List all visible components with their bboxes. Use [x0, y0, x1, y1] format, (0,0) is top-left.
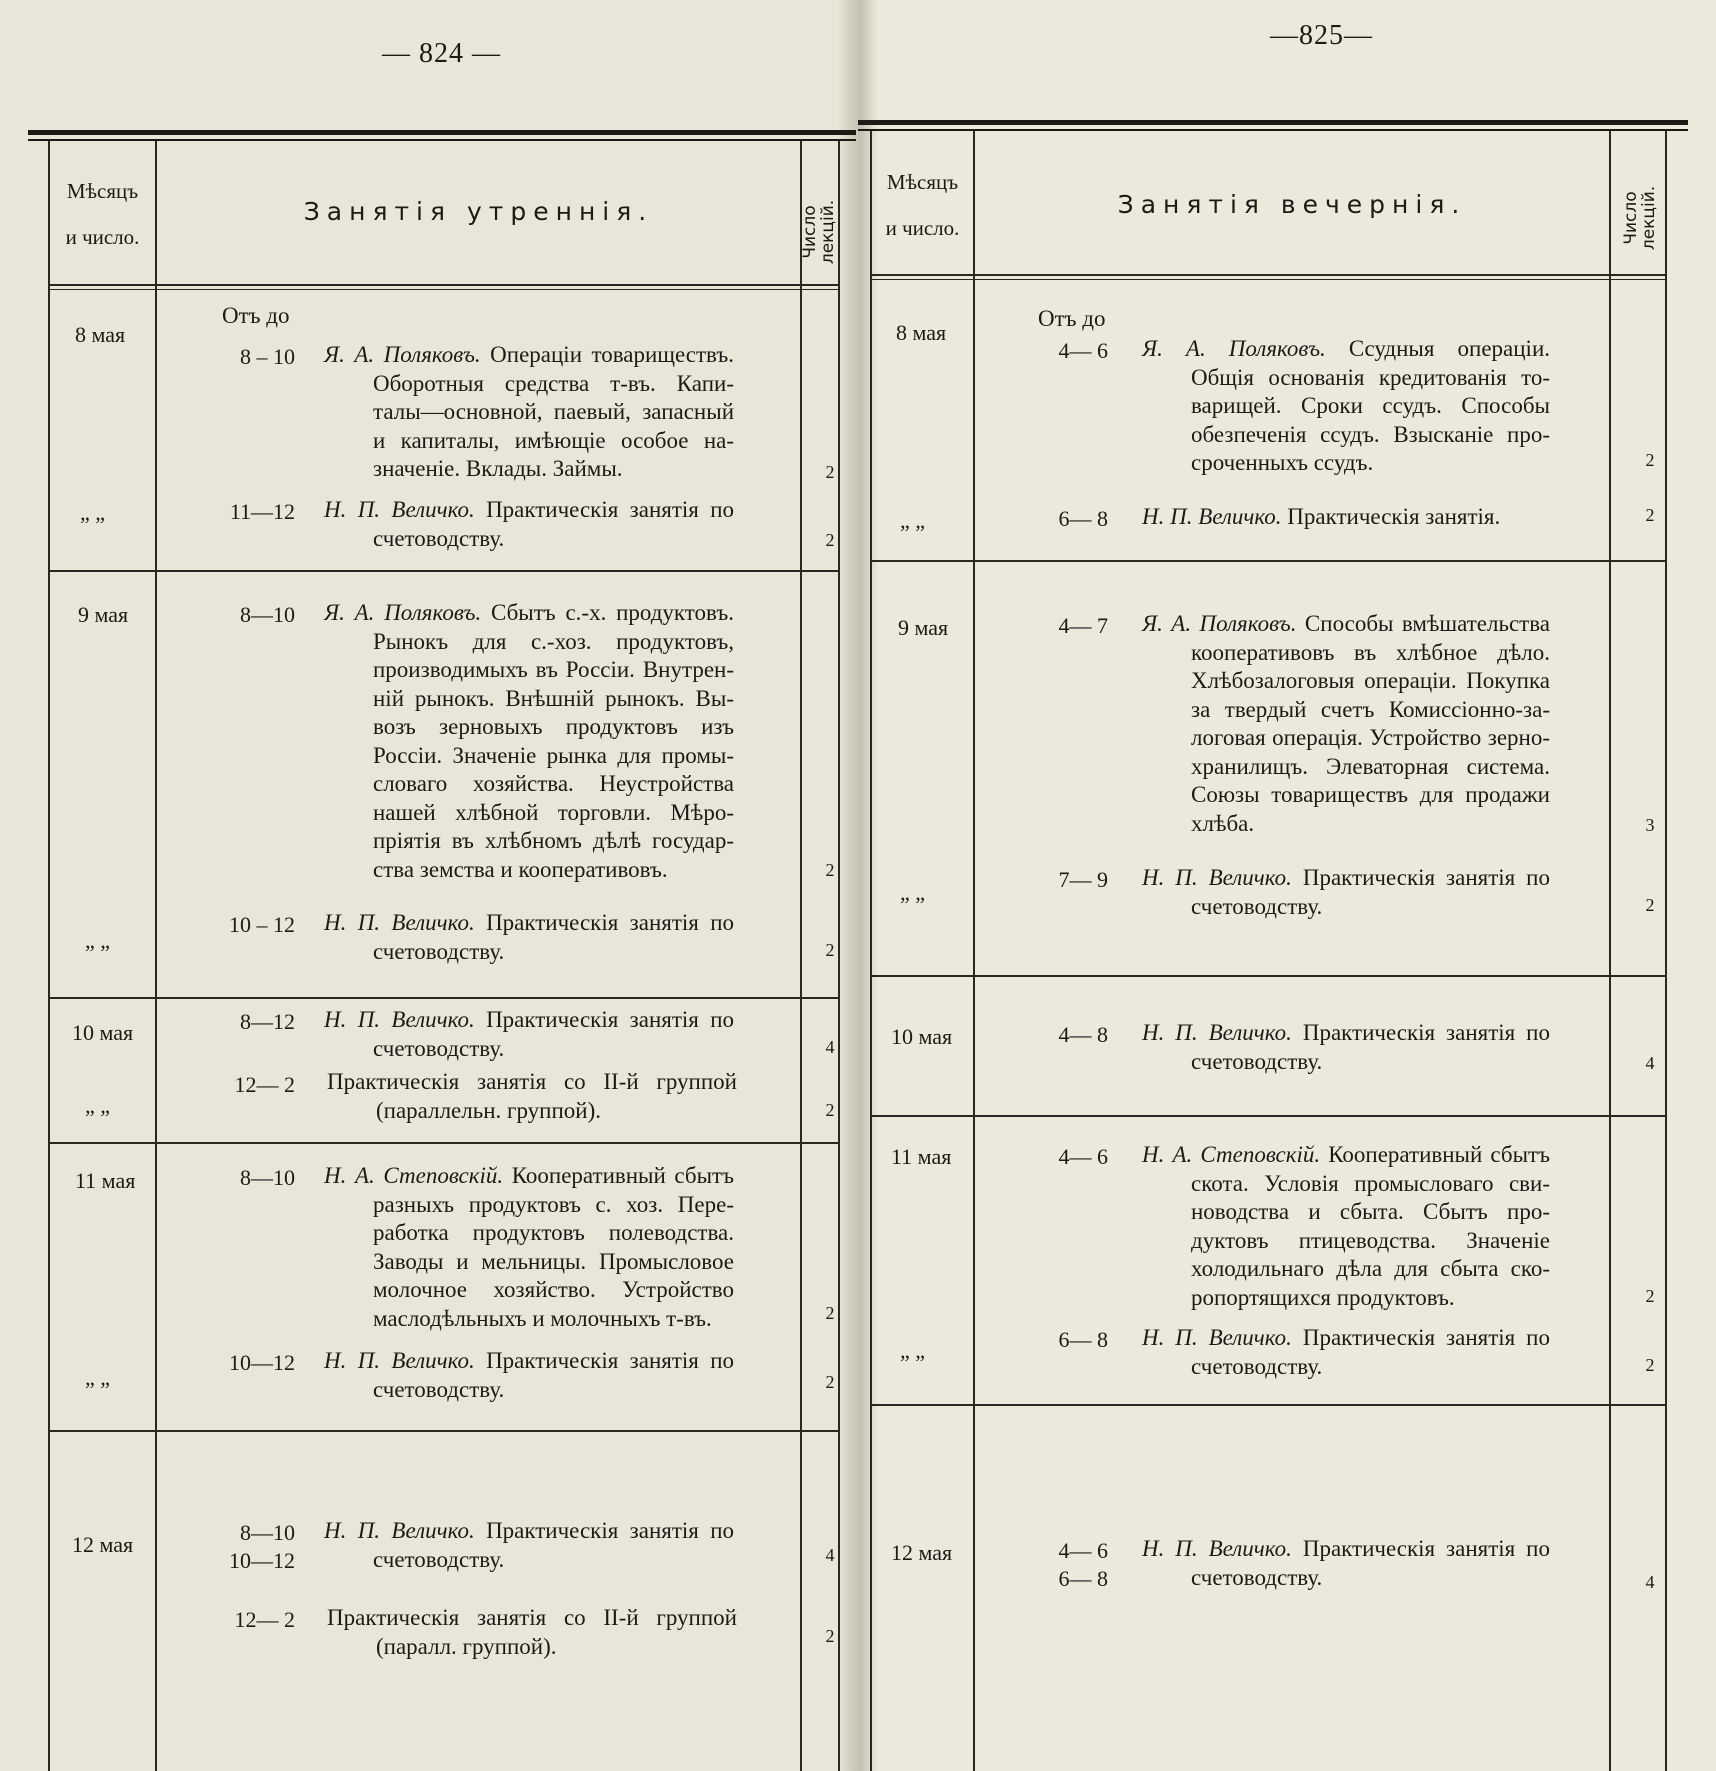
left-desc-3-l8: нашей хлѣбной торговли. Мѣро- — [373, 799, 734, 825]
right-time-8: 4— 6 — [1058, 1538, 1108, 1563]
left-lectures-9: 4 — [825, 1545, 835, 1565]
left-name-7: Н. А. Степовскій. — [324, 1163, 504, 1188]
left-desc-1-l2: Оборотныя средства т-въ. Капи- — [373, 370, 734, 396]
right-vline-month — [973, 131, 975, 1771]
right-count-header-l2: лекцій. — [1639, 185, 1659, 251]
right-date-2: „ „ — [900, 508, 926, 533]
left-lectures-7: 2 — [825, 1303, 835, 1323]
right-vline-count-outer — [1665, 131, 1667, 1771]
left-desc-7 — [324, 1162, 734, 1333]
left-column-title: Занятія утреннія. — [303, 197, 654, 226]
right-top-rule — [858, 120, 1688, 125]
left-row-sep-3 — [48, 1142, 840, 1144]
left-desc-4-l2: счетоводству. — [373, 938, 505, 964]
left-name-9: Н. П. Величко. — [324, 1518, 475, 1543]
left-desc-1-l1: Операціи товариществъ. — [490, 342, 734, 367]
left-time-10: 12— 2 — [234, 1607, 295, 1632]
right-desc-1-l3: варищей. Сроки ссудъ. Способы — [1191, 393, 1550, 418]
book-gutter — [838, 0, 878, 1771]
left-date-7: 11 мая — [75, 1168, 136, 1193]
left-desc-9 — [324, 1517, 734, 1574]
left-lectures-8: 2 — [825, 1372, 835, 1392]
left-desc-2-l2: счетоводству. — [373, 525, 505, 551]
right-name-4: Н. П. Величко. — [1142, 865, 1292, 890]
left-name-1: Я. А. Поляковъ. — [324, 342, 481, 367]
left-desc-7-l1: Кооперативный сбытъ — [511, 1163, 734, 1188]
right-desc-6-l3: новодства и сбыта. Сбытъ про- — [1191, 1199, 1550, 1224]
left-desc-3 — [324, 599, 734, 884]
left-lectures-4: 2 — [825, 940, 835, 960]
right-desc-4 — [1142, 864, 1550, 921]
right-time-3: 4— 7 — [1058, 613, 1108, 638]
left-desc-3-l6: Россіи. Значеніе рынка для промы- — [373, 742, 734, 768]
right-vline-outer — [870, 131, 872, 1771]
left-lectures-10: 2 — [825, 1626, 835, 1646]
left-desc-1-l4: и капиталы, имѣющіе особое на- — [373, 427, 734, 453]
left-date-1: 8 мая — [75, 322, 126, 347]
left-desc-3-l10: ства земства и кооперативовъ. — [373, 856, 668, 882]
right-name-8: Н. П. Величко. — [1142, 1536, 1292, 1561]
right-desc-6-l4: дуктовъ птицеводства. Значеніе — [1191, 1227, 1550, 1253]
left-desc-6 — [327, 1068, 737, 1125]
right-desc-7-l2: счетоводству. — [1191, 1353, 1323, 1379]
right-date-5: 10 мая — [891, 1024, 953, 1049]
left-name-8: Н. П. Величко. — [324, 1348, 475, 1373]
left-date-3: 9 мая — [78, 602, 129, 627]
right-time-8b: 6— 8 — [1058, 1566, 1108, 1591]
right-desc-6 — [1142, 1141, 1550, 1312]
right-desc-3-l1: Способы вмѣшательства — [1304, 611, 1551, 636]
right-lectures-3: 3 — [1645, 815, 1655, 835]
left-name-5: Н. П. Величко. — [324, 1007, 475, 1032]
left-date-6: „ „ — [85, 1093, 111, 1118]
right-lectures-2: 2 — [1645, 505, 1655, 525]
left-date-5: 10 мая — [72, 1020, 134, 1045]
left-desc-8-l1: Практическія занятія по — [486, 1348, 734, 1373]
left-desc-3-l9: пріятія въ хлѣбномъ дѣлѣ государ- — [373, 828, 734, 853]
right-date-1: 8 мая — [896, 320, 947, 345]
left-header-rule-2 — [48, 289, 840, 290]
left-top-rule-thin — [28, 139, 856, 141]
left-desc-6-l2: (параллельн. группой). — [376, 1097, 601, 1123]
left-desc-10-l2: (паралл. группой). — [376, 1633, 557, 1659]
right-desc-3 — [1142, 610, 1550, 838]
left-name-4: Н. П. Величко. — [324, 910, 475, 935]
left-time-1: 8 – 10 — [240, 344, 295, 369]
right-name-7: Н. П. Величко. — [1142, 1325, 1292, 1350]
left-desc-7-l5: молочное хозяйство. Устройство — [373, 1277, 734, 1302]
right-row-sep-3 — [870, 1115, 1667, 1117]
right-header-rule — [870, 274, 1667, 276]
right-name-3: Я. А. Поляковъ. — [1142, 611, 1297, 636]
left-time-5: 8—12 — [240, 1009, 295, 1034]
right-row-sep-2 — [870, 975, 1667, 977]
left-count-header-l2: лекцій. — [818, 199, 838, 265]
right-desc-4-l2: счетоводству. — [1191, 893, 1323, 919]
right-desc-7-l1: Практическія занятія по — [1302, 1325, 1550, 1350]
left-lectures-6: 2 — [825, 1100, 835, 1120]
right-lectures-6: 2 — [1645, 1286, 1655, 1306]
left-from-to: Отъ до — [222, 303, 290, 328]
right-time-2: 6— 8 — [1058, 506, 1108, 531]
right-lectures-7: 2 — [1645, 1355, 1655, 1375]
left-vline-month — [155, 141, 157, 1771]
right-desc-6-l6: ропортящихся продуктовъ. — [1191, 1284, 1455, 1310]
left-page-number: — 824 — — [382, 38, 501, 69]
right-desc-5-l1: Практическія занятія по — [1302, 1020, 1550, 1045]
right-time-1: 4— 6 — [1058, 338, 1108, 363]
left-desc-4-l1: Практическія занятія по — [486, 910, 734, 935]
left-desc-5-l2: счетоводству. — [373, 1035, 505, 1061]
right-desc-8-l2: счетоводству. — [1191, 1564, 1323, 1590]
left-desc-3-l1: Сбытъ с.-х. продуктовъ. — [490, 600, 734, 625]
left-header-rule — [48, 284, 840, 286]
right-lectures-1: 2 — [1645, 450, 1655, 470]
left-desc-2-l1: Практическія занятія по — [486, 497, 734, 522]
left-month-header — [50, 172, 155, 256]
left-time-9: 8—10 — [240, 1520, 295, 1545]
right-desc-5-l2: счетоводству. — [1191, 1048, 1323, 1074]
left-desc-10-l1: Практическія занятія со ІІ-й группой — [327, 1605, 737, 1630]
left-date-8: „ „ — [85, 1365, 111, 1390]
right-desc-3-l8: хлѣба. — [1191, 810, 1255, 836]
left-row-sep-2 — [48, 997, 840, 999]
left-desc-5-l1: Практическія занятія по — [486, 1007, 734, 1032]
right-desc-3-l6: хранилищъ. Элеваторная система. — [1191, 753, 1550, 779]
right-desc-3-l3: Хлѣбозалоговыя операціи. Покупка — [1191, 668, 1550, 693]
left-lectures-5: 4 — [825, 1037, 835, 1057]
right-desc-3-l4: за твердый счетъ Комиссіонно-за- — [1191, 696, 1550, 722]
left-page — [0, 0, 855, 1771]
right-desc-8 — [1142, 1535, 1550, 1592]
left-lectures-1: 2 — [825, 462, 835, 482]
right-time-6: 4— 6 — [1058, 1144, 1108, 1169]
right-header-rule-2 — [870, 279, 1667, 280]
left-time-4: 10 – 12 — [229, 912, 295, 937]
left-desc-2 — [324, 496, 734, 553]
left-vline-count — [800, 141, 802, 1771]
right-page-number: —825— — [1270, 20, 1373, 51]
left-lectures-2: 2 — [825, 530, 835, 550]
left-desc-4 — [324, 909, 734, 966]
right-date-3: 9 мая — [898, 615, 949, 640]
left-desc-1 — [324, 341, 734, 484]
left-date-9: 12 мая — [72, 1532, 134, 1557]
right-desc-1-l2: Общія основанія кредитованія то- — [1191, 364, 1550, 390]
left-date-4: „ „ — [85, 928, 111, 953]
right-date-7: „ „ — [900, 1338, 926, 1363]
right-row-sep-1 — [870, 560, 1667, 562]
left-desc-3-l3: производимыхъ въ Россіи. Внутрен- — [373, 657, 734, 682]
left-desc-3-l2: Рынокъ для с.-хоз. продуктовъ, — [373, 628, 734, 654]
right-desc-1-l1: Ссудныя операціи. — [1348, 336, 1550, 361]
right-name-1: Я. А. Поляковъ. — [1142, 336, 1326, 361]
left-time-7: 8—10 — [240, 1165, 295, 1190]
left-desc-3-l4: ній рынокъ. Внѣшній рынокъ. Вы- — [373, 685, 734, 711]
left-desc-3-l7: словаго хозяйства. Неустройства — [373, 771, 734, 796]
left-desc-9-l2: счетоводству. — [373, 1546, 505, 1572]
left-time-8: 10—12 — [229, 1350, 295, 1375]
right-row-sep-4 — [870, 1404, 1667, 1406]
left-desc-7-l2: разныхъ продуктовъ с. хоз. Пере- — [373, 1191, 734, 1217]
left-name-3: Я. А. Поляковъ. — [324, 600, 482, 625]
left-desc-8 — [324, 1347, 734, 1404]
left-date-2: „ „ — [80, 500, 106, 525]
right-name-5: Н. П. Величко. — [1142, 1020, 1292, 1045]
left-time-6: 12— 2 — [234, 1072, 295, 1097]
left-name-2: Н. П. Величко. — [324, 497, 475, 522]
left-row-sep-4 — [48, 1430, 840, 1432]
right-desc-1-l5: сроченныхъ ссудъ. — [1191, 450, 1374, 475]
left-lectures-3: 2 — [825, 860, 835, 880]
left-desc-1-l5: значеніе. Вклады. Займы. — [373, 456, 623, 481]
right-desc-7 — [1142, 1324, 1550, 1381]
left-desc-7-l4: Заводы и мельницы. Промысловое — [373, 1248, 734, 1274]
left-count-header — [801, 152, 837, 312]
left-desc-9-l1: Практическія занятія по — [486, 1518, 734, 1543]
right-lectures-5: 4 — [1645, 1053, 1655, 1073]
left-time-3: 8—10 — [240, 602, 295, 627]
left-desc-7-l6: маслодѣльныхъ и молочныхъ т-въ. — [373, 1305, 712, 1331]
right-desc-8-l1: Практическія занятія по — [1302, 1536, 1550, 1561]
right-count-header-l1: Число — [1621, 191, 1641, 245]
right-month-header-l1: Мѣсяцъ — [886, 170, 959, 194]
right-date-4: „ „ — [900, 880, 926, 905]
right-time-7: 6— 8 — [1058, 1327, 1108, 1352]
right-vline-count — [1609, 131, 1611, 1771]
right-desc-6-l5: холодильнаго дѣла для сбыта ско- — [1191, 1256, 1550, 1281]
left-count-header-l1: Число — [800, 205, 820, 259]
left-top-rule — [28, 130, 856, 135]
right-desc-5 — [1142, 1019, 1550, 1076]
left-row-sep-1 — [48, 570, 840, 572]
left-month-header-l1: Мѣсяцъ — [66, 179, 139, 203]
right-desc-6-l2: скота. Условія промысловаго сви- — [1191, 1170, 1550, 1196]
left-desc-3-l5: возъ зерновыхъ продуктовъ изъ — [373, 714, 734, 739]
left-desc-6-l1: Практическія занятія со ІІ-й группой — [327, 1069, 737, 1094]
right-time-5: 4— 8 — [1058, 1022, 1108, 1047]
left-month-header-l2: и число. — [65, 225, 140, 249]
right-column-title: Занятія вечернія. — [1117, 190, 1467, 219]
left-desc-5 — [324, 1006, 734, 1063]
right-lectures-4: 2 — [1645, 895, 1655, 915]
left-vline-outer — [48, 141, 50, 1771]
right-desc-2 — [1142, 503, 1550, 532]
right-from-to: Отъ до — [1038, 306, 1106, 331]
right-desc-1-l4: обезпеченія ссудъ. Взысканіе про- — [1191, 421, 1550, 447]
right-month-header-l2: и число. — [885, 216, 960, 240]
right-month-header — [872, 163, 973, 247]
right-date-6: 11 мая — [891, 1144, 952, 1169]
left-desc-10 — [327, 1604, 737, 1661]
left-time-2: 11—12 — [229, 499, 295, 524]
right-desc-1 — [1142, 335, 1550, 478]
right-lectures-8: 4 — [1645, 1572, 1655, 1592]
right-top-rule-thin — [858, 129, 1688, 131]
right-desc-3-l2: кооперативовъ въ хлѣбное дѣло. — [1191, 639, 1550, 665]
right-desc-6-l1: Кооперативный сбытъ — [1328, 1142, 1550, 1167]
left-desc-8-l2: счетоводству. — [373, 1376, 505, 1402]
right-name-6: Н. А. Степовскій. — [1142, 1142, 1321, 1167]
right-desc-4-l1: Практическія занятія по — [1302, 865, 1550, 890]
right-date-8: 12 мая — [891, 1540, 953, 1565]
right-desc-2-l1: Практическія занятія. — [1287, 504, 1501, 529]
right-time-4: 7— 9 — [1058, 867, 1108, 892]
left-desc-1-l3: талы—основной, паевый, запасный — [373, 399, 734, 424]
right-desc-3-l7: Союзы товариществъ для продажи — [1191, 782, 1550, 807]
right-name-2: Н. П. Величко. — [1142, 504, 1282, 529]
left-desc-7-l3: работка продуктовъ полеводства. — [373, 1220, 734, 1245]
left-time-9b: 10—12 — [229, 1548, 295, 1573]
right-desc-3-l5: логовая операція. Устройство зерно- — [1191, 725, 1550, 750]
